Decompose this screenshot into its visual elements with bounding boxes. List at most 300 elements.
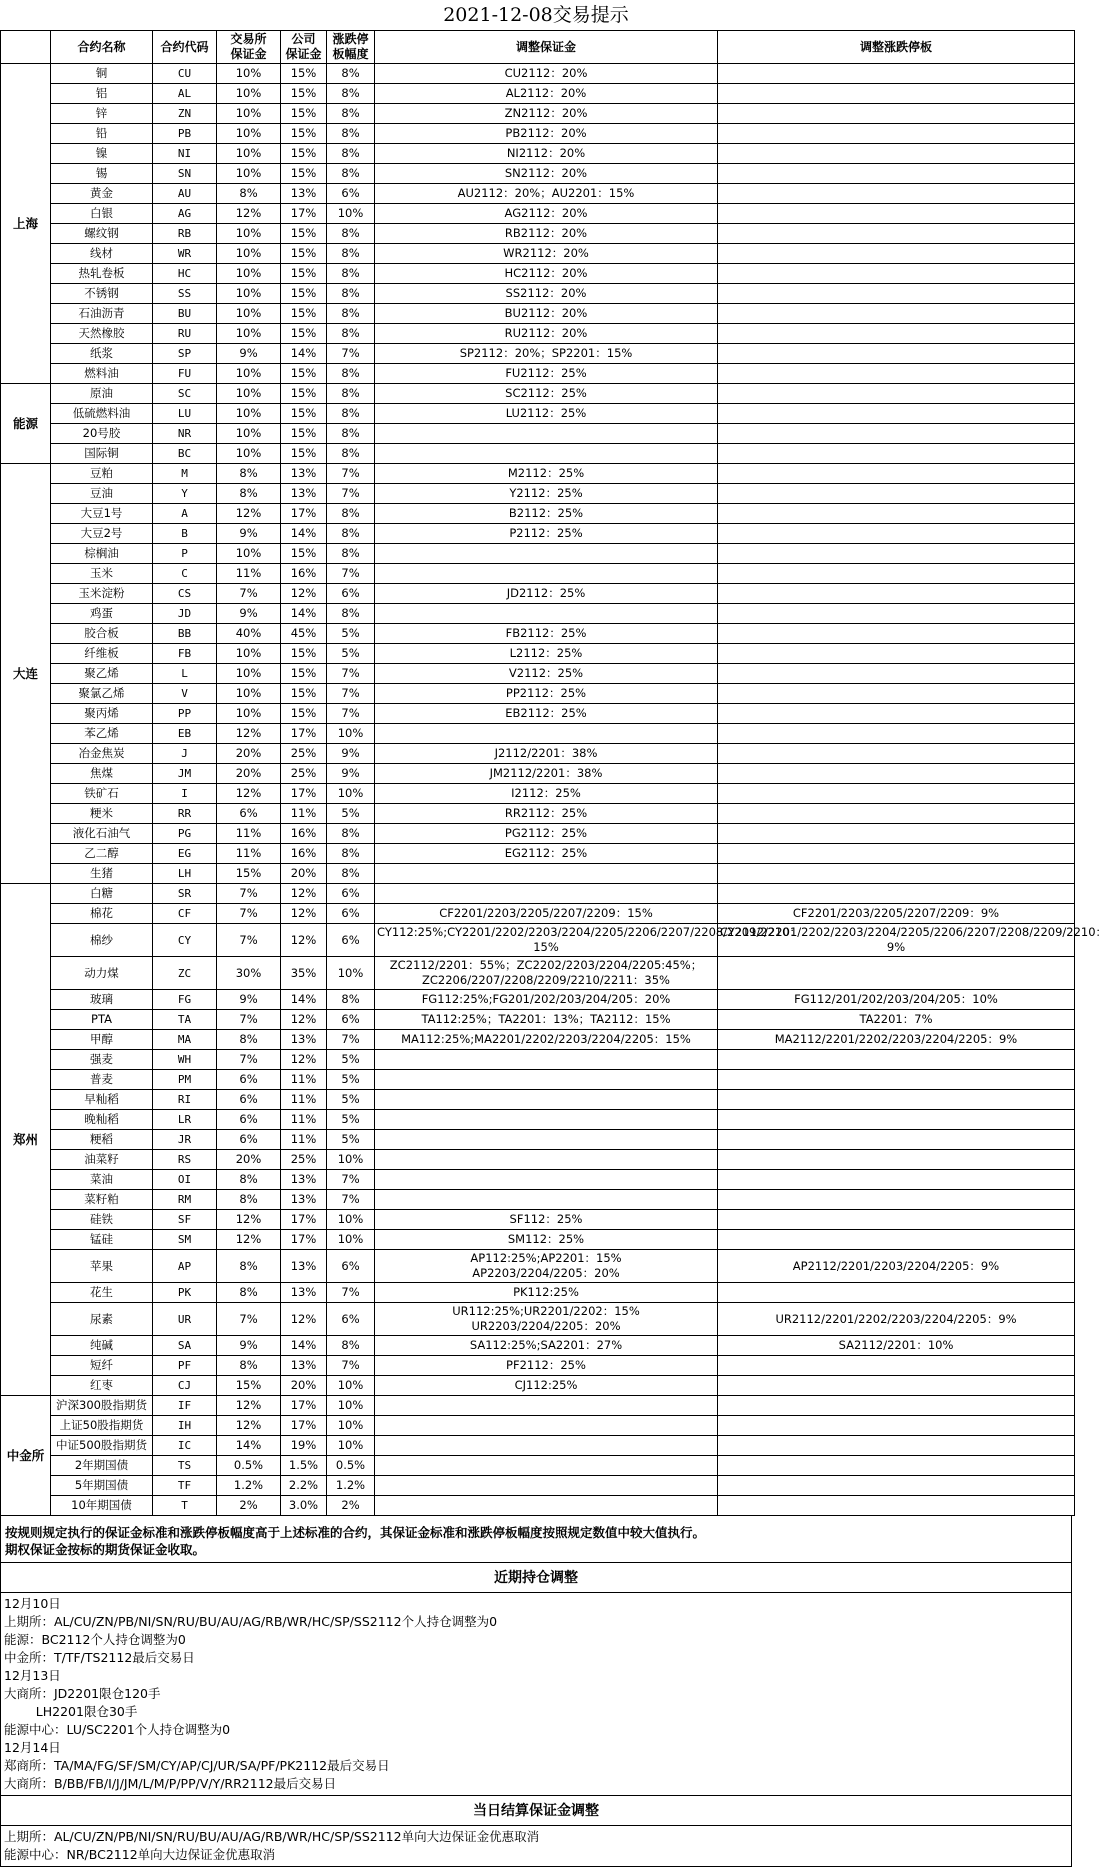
adjusted-margin: SS2112：20% (375, 284, 718, 304)
adjusted-limit (718, 504, 1075, 524)
table-row (1, 1050, 1075, 1070)
limit-range: 8% (327, 164, 375, 184)
company-margin: 11% (281, 1110, 327, 1130)
table-row (1, 144, 1075, 164)
table-row (1, 764, 1075, 784)
adjusted-margin: MA112:25%;MA2201/2202/2203/2204/2205：15% (375, 1030, 718, 1050)
notes-box (0, 1516, 1072, 1563)
contract-name: 2年期国债 (51, 1456, 153, 1476)
company-margin: 15% (281, 684, 327, 704)
exchange-margin: 10% (217, 704, 281, 724)
exchange-margin: 10% (217, 384, 281, 404)
limit-range: 1.2% (327, 1476, 375, 1496)
contract-name: 粳稻 (51, 1130, 153, 1150)
exchange-margin: 7% (217, 584, 281, 604)
contract-code: TA (153, 1010, 217, 1030)
exchange-margin: 10% (217, 644, 281, 664)
adjusted-limit (718, 104, 1075, 124)
contract-code: FU (153, 364, 217, 384)
company-margin: 16% (281, 564, 327, 584)
adjusted-margin: ZC2112/2201：55%；ZC2202/2203/2204/2205:45%；ZC2206/2207/2208/2209/2210/2211：35% (375, 957, 718, 990)
exchange-margin: 8% (217, 484, 281, 504)
table-row (1, 284, 1075, 304)
contract-name: 甲醇 (51, 1030, 153, 1050)
notice-line: 12月10日 (4, 1596, 61, 1611)
contract-name: 红枣 (51, 1376, 153, 1396)
limit-range: 7% (327, 464, 375, 484)
adjusted-margin: PP2112：25% (375, 684, 718, 704)
contract-code: PM (153, 1070, 217, 1090)
exchange-margin: 15% (217, 1376, 281, 1396)
table-row (1, 584, 1075, 604)
contract-name: 螺纹钢 (51, 224, 153, 244)
table-row (1, 804, 1075, 824)
adjusted-limit (718, 364, 1075, 384)
adjusted-margin (375, 1416, 718, 1436)
contract-code: A (153, 504, 217, 524)
limit-range: 6% (327, 584, 375, 604)
adjusted-margin: J2112/2201：38% (375, 744, 718, 764)
company-margin: 12% (281, 884, 327, 904)
exchange-margin: 9% (217, 604, 281, 624)
table-row (1, 424, 1075, 444)
contract-name: 黄金 (51, 184, 153, 204)
limit-range: 8% (327, 224, 375, 244)
limit-range: 0.5% (327, 1456, 375, 1476)
table-row (1, 304, 1075, 324)
company-margin: 13% (281, 484, 327, 504)
company-margin: 15% (281, 164, 327, 184)
contract-name: 热轧卷板 (51, 264, 153, 284)
table-row (1, 1170, 1075, 1190)
contract-name: 铜 (51, 64, 153, 84)
contract-name: 鸡蛋 (51, 604, 153, 624)
exchange-margin: 6% (217, 1070, 281, 1090)
table-body (1, 64, 1107, 1516)
contract-name: 胶合板 (51, 624, 153, 644)
contract-code: CF (153, 904, 217, 924)
contract-code: EG (153, 844, 217, 864)
limit-range: 8% (327, 384, 375, 404)
company-margin: 14% (281, 990, 327, 1010)
adjusted-margin: EG2112：25% (375, 844, 718, 864)
company-margin: 16% (281, 824, 327, 844)
exchange-margin: 10% (217, 364, 281, 384)
table-row (1, 1010, 1075, 1030)
contract-code: MA (153, 1030, 217, 1050)
contract-code: TF (153, 1476, 217, 1496)
company-margin: 15% (281, 124, 327, 144)
adjusted-margin (375, 1130, 718, 1150)
company-margin: 15% (281, 224, 327, 244)
contract-code: EB (153, 724, 217, 744)
notice-line: 12月13日 (4, 1668, 61, 1683)
limit-range: 5% (327, 804, 375, 824)
exchange-margin: 30% (217, 957, 281, 990)
adjusted-margin (375, 884, 718, 904)
exchange-margin: 7% (217, 1010, 281, 1030)
table-row (1, 704, 1075, 724)
company-margin: 17% (281, 1396, 327, 1416)
limit-range: 10% (327, 1230, 375, 1250)
company-margin: 12% (281, 1303, 327, 1336)
adjusted-margin: HC2112：20% (375, 264, 718, 284)
contract-name: 苯乙烯 (51, 724, 153, 744)
limit-range: 8% (327, 544, 375, 564)
table-row (1, 404, 1075, 424)
adjusted-margin: LU2112：25% (375, 404, 718, 424)
header-name: 合约名称 (51, 31, 153, 64)
contract-code: BB (153, 624, 217, 644)
contract-name: 沪深300股指期货 (51, 1396, 153, 1416)
contract-code: PF (153, 1356, 217, 1376)
adjusted-limit (718, 604, 1075, 624)
region-cell: 郑州 (1, 884, 51, 1396)
company-margin: 15% (281, 84, 327, 104)
adjusted-margin (375, 444, 718, 464)
contract-name: PTA (51, 1010, 153, 1030)
adjusted-limit (718, 484, 1075, 504)
contract-code: JR (153, 1130, 217, 1150)
exchange-margin: 8% (217, 464, 281, 484)
contract-name: 晚籼稻 (51, 1110, 153, 1130)
adjusted-limit (718, 644, 1075, 664)
exchange-margin: 12% (217, 1416, 281, 1436)
exchange-margin: 10% (217, 684, 281, 704)
adjusted-limit (718, 864, 1075, 884)
contract-name: 5年期国债 (51, 1476, 153, 1496)
exchange-margin: 8% (217, 1283, 281, 1303)
notice-line: 能源中心：NR/BC2112单向大边保证金优惠取消 (4, 1847, 276, 1862)
exchange-margin: 2% (217, 1496, 281, 1516)
exchange-margin: 8% (217, 1356, 281, 1376)
adjusted-limit (718, 1356, 1075, 1376)
company-margin: 15% (281, 704, 327, 724)
adjusted-limit: CF2201/2203/2205/2207/2209：9% (718, 904, 1075, 924)
exchange-margin: 10% (217, 104, 281, 124)
adjusted-margin: CU2112：20% (375, 64, 718, 84)
exchange-margin: 10% (217, 664, 281, 684)
exchange-margin: 10% (217, 264, 281, 284)
contract-code: J (153, 744, 217, 764)
contract-name: 冶金焦炭 (51, 744, 153, 764)
limit-range: 10% (327, 1396, 375, 1416)
company-margin: 19% (281, 1436, 327, 1456)
company-margin: 13% (281, 1030, 327, 1050)
contract-name: 大豆1号 (51, 504, 153, 524)
limit-range: 10% (327, 957, 375, 990)
adjusted-limit (718, 84, 1075, 104)
company-margin: 15% (281, 264, 327, 284)
limit-range: 6% (327, 184, 375, 204)
contract-name: 生猪 (51, 864, 153, 884)
limit-range: 8% (327, 604, 375, 624)
adjusted-limit (718, 1456, 1075, 1476)
contract-name: 菜油 (51, 1170, 153, 1190)
limit-range: 9% (327, 764, 375, 784)
contract-name: 棕榈油 (51, 544, 153, 564)
table-row (1, 1356, 1075, 1376)
table-row (1, 1376, 1075, 1396)
contract-name: 粳米 (51, 804, 153, 824)
adjusted-limit (718, 284, 1075, 304)
adjusted-limit: CY2112/2201/2202/2203/2204/2205/2206/2207/2208/2209/2210：9% (718, 924, 1075, 957)
limit-range: 10% (327, 204, 375, 224)
exchange-margin: 8% (217, 1250, 281, 1283)
adjusted-limit (718, 1436, 1075, 1456)
adjusted-margin: AU2112：20%；AU2201：15% (375, 184, 718, 204)
company-margin: 15% (281, 324, 327, 344)
limit-range: 7% (327, 344, 375, 364)
exchange-margin: 6% (217, 1110, 281, 1130)
exchange-margin: 9% (217, 344, 281, 364)
region-cell: 大连 (1, 464, 51, 884)
adjusted-margin: SF112：25% (375, 1210, 718, 1230)
contract-code: C (153, 564, 217, 584)
limit-range: 8% (327, 144, 375, 164)
company-margin: 15% (281, 664, 327, 684)
adjusted-limit (718, 724, 1075, 744)
limit-range: 10% (327, 1376, 375, 1396)
contract-code: Y (153, 484, 217, 504)
limit-range: 8% (327, 84, 375, 104)
table-row (1, 924, 1075, 957)
table-row (1, 644, 1075, 664)
adjusted-limit (718, 1130, 1075, 1150)
adjusted-limit (718, 957, 1075, 990)
exchange-margin: 10% (217, 164, 281, 184)
limit-range: 8% (327, 990, 375, 1010)
company-margin: 16% (281, 844, 327, 864)
contract-code: LR (153, 1110, 217, 1130)
limit-range: 8% (327, 264, 375, 284)
adjusted-margin: RU2112：20% (375, 324, 718, 344)
company-margin: 13% (281, 1250, 327, 1283)
adjusted-margin: FU2112：25% (375, 364, 718, 384)
limit-range: 10% (327, 784, 375, 804)
contract-name: 短纤 (51, 1356, 153, 1376)
adjusted-margin (375, 1150, 718, 1170)
adjusted-margin: B2112：25% (375, 504, 718, 524)
contract-name: 油菜籽 (51, 1150, 153, 1170)
adjusted-limit (718, 764, 1075, 784)
table-row (1, 990, 1075, 1010)
adjusted-margin: JD2112：25% (375, 584, 718, 604)
position-section-body (0, 1593, 1072, 1796)
notice-line: 上期所：AL/CU/ZN/PB/NI/SN/RU/BU/AU/AG/RB/WR/HC/SP/SS2112单向大边保证金优惠取消 (4, 1829, 540, 1844)
exchange-margin: 10% (217, 64, 281, 84)
contract-code: PK (153, 1283, 217, 1303)
table-row (1, 784, 1075, 804)
contract-code: SA (153, 1336, 217, 1356)
adjusted-margin: L2112：25% (375, 644, 718, 664)
adjusted-margin (375, 1110, 718, 1130)
company-margin: 15% (281, 404, 327, 424)
exchange-margin: 6% (217, 1130, 281, 1150)
limit-range: 6% (327, 884, 375, 904)
contract-name: 纯碱 (51, 1336, 153, 1356)
limit-range: 6% (327, 1303, 375, 1336)
adjusted-margin: SM112：25% (375, 1230, 718, 1250)
adjusted-margin: CJ112:25% (375, 1376, 718, 1396)
adjusted-margin (375, 604, 718, 624)
contract-code: BU (153, 304, 217, 324)
limit-range: 8% (327, 864, 375, 884)
adjusted-limit (718, 804, 1075, 824)
company-margin: 15% (281, 544, 327, 564)
contract-name: 早籼稻 (51, 1090, 153, 1110)
company-margin: 15% (281, 644, 327, 664)
adjusted-limit (718, 244, 1075, 264)
limit-range: 2% (327, 1496, 375, 1516)
contract-code: BC (153, 444, 217, 464)
table-row (1, 564, 1075, 584)
exchange-margin: 7% (217, 924, 281, 957)
contract-name: 硅铁 (51, 1210, 153, 1230)
limit-range: 9% (327, 744, 375, 764)
contract-code: NI (153, 144, 217, 164)
position-section-title: 近期持仓调整 (0, 1563, 1072, 1593)
contract-name: 国际铜 (51, 444, 153, 464)
contract-name: 棉纱 (51, 924, 153, 957)
contract-code: M (153, 464, 217, 484)
adjusted-margin: WR2112：20% (375, 244, 718, 264)
table-row (1, 384, 1075, 404)
limit-range: 10% (327, 1210, 375, 1230)
settlement-section-body (0, 1826, 1072, 1867)
limit-range: 6% (327, 1010, 375, 1030)
table-row (1, 864, 1075, 884)
exchange-margin: 10% (217, 304, 281, 324)
exchange-margin: 7% (217, 1303, 281, 1336)
exchange-margin: 6% (217, 804, 281, 824)
contract-name: 原油 (51, 384, 153, 404)
contract-code: RR (153, 804, 217, 824)
contract-code: CS (153, 584, 217, 604)
contract-name: 燃料油 (51, 364, 153, 384)
notice-line: 大商所：JD2201限仓120手 (4, 1686, 161, 1701)
table-row (1, 64, 1075, 84)
contract-name: 铝 (51, 84, 153, 104)
contract-code: RB (153, 224, 217, 244)
company-margin: 20% (281, 1376, 327, 1396)
adjusted-margin (375, 864, 718, 884)
exchange-margin: 10% (217, 84, 281, 104)
limit-range: 7% (327, 664, 375, 684)
contract-code: HC (153, 264, 217, 284)
company-margin: 20% (281, 864, 327, 884)
adjusted-limit: AP2112/2201/2203/2204/2205：9% (718, 1250, 1075, 1283)
company-margin: 14% (281, 1336, 327, 1356)
table-row (1, 824, 1075, 844)
table-row (1, 104, 1075, 124)
limit-range: 8% (327, 824, 375, 844)
company-margin: 12% (281, 584, 327, 604)
table-row (1, 624, 1075, 644)
contract-code: SC (153, 384, 217, 404)
exchange-margin: 7% (217, 884, 281, 904)
exchange-margin: 11% (217, 564, 281, 584)
limit-range: 7% (327, 1356, 375, 1376)
contract-code: AG (153, 204, 217, 224)
table-row (1, 1250, 1075, 1283)
company-margin: 3.0% (281, 1496, 327, 1516)
region-cell: 能源 (1, 384, 51, 464)
contract-code: SS (153, 284, 217, 304)
contract-code: JM (153, 764, 217, 784)
table-row (1, 604, 1075, 624)
table-row (1, 664, 1075, 684)
limit-range: 8% (327, 284, 375, 304)
contract-code: SR (153, 884, 217, 904)
adjusted-limit (718, 1496, 1075, 1516)
adjusted-limit (718, 1230, 1075, 1250)
contract-code: AU (153, 184, 217, 204)
limit-range: 5% (327, 1070, 375, 1090)
notice-line: 大商所：B/BB/FB/I/J/JM/L/M/P/PP/V/Y/RR2112最后交易日 (4, 1776, 337, 1791)
company-margin: 15% (281, 104, 327, 124)
adjusted-limit (718, 184, 1075, 204)
contract-code: SM (153, 1230, 217, 1250)
adjusted-margin: JM2112/2201：38% (375, 764, 718, 784)
contract-code: IH (153, 1416, 217, 1436)
exchange-margin: 12% (217, 1396, 281, 1416)
table-row (1, 444, 1075, 464)
contract-name: 普麦 (51, 1070, 153, 1090)
adjusted-margin: I2112：25% (375, 784, 718, 804)
adjusted-limit (718, 64, 1075, 84)
limit-range: 5% (327, 624, 375, 644)
adjusted-margin: Y2112：25% (375, 484, 718, 504)
limit-range: 8% (327, 844, 375, 864)
company-margin: 12% (281, 924, 327, 957)
notice-line: 12月14日 (4, 1740, 61, 1755)
adjusted-margin: TA112:25%；TA2201：13%；TA2112：15% (375, 1010, 718, 1030)
limit-range: 7% (327, 1190, 375, 1210)
limit-range: 8% (327, 524, 375, 544)
adjusted-limit (718, 784, 1075, 804)
adjusted-margin: NI2112：20% (375, 144, 718, 164)
exchange-margin: 8% (217, 1190, 281, 1210)
contract-name: 大豆2号 (51, 524, 153, 544)
adjusted-margin: PG2112：25% (375, 824, 718, 844)
table-row (1, 1070, 1075, 1090)
adjusted-margin: P2112：25% (375, 524, 718, 544)
table-row (1, 744, 1075, 764)
table-row (1, 244, 1075, 264)
contract-code: ZN (153, 104, 217, 124)
header-ex-margin: 交易所 保证金 (217, 31, 281, 64)
company-margin: 13% (281, 1283, 327, 1303)
company-margin: 17% (281, 1416, 327, 1436)
adjusted-limit (718, 264, 1075, 284)
adjusted-margin: RB2112：20% (375, 224, 718, 244)
region-cell: 中金所 (1, 1396, 51, 1516)
limit-range: 7% (327, 704, 375, 724)
limit-range: 7% (327, 1170, 375, 1190)
adjusted-limit (718, 204, 1075, 224)
table-row (1, 184, 1075, 204)
adjusted-margin: PK112:25% (375, 1283, 718, 1303)
company-margin: 15% (281, 424, 327, 444)
adjusted-margin: PF2112：25% (375, 1356, 718, 1376)
exchange-margin: 9% (217, 1336, 281, 1356)
adjusted-margin (375, 1190, 718, 1210)
contract-name: 镍 (51, 144, 153, 164)
company-margin: 11% (281, 1090, 327, 1110)
limit-range: 10% (327, 1416, 375, 1436)
exchange-margin: 15% (217, 864, 281, 884)
